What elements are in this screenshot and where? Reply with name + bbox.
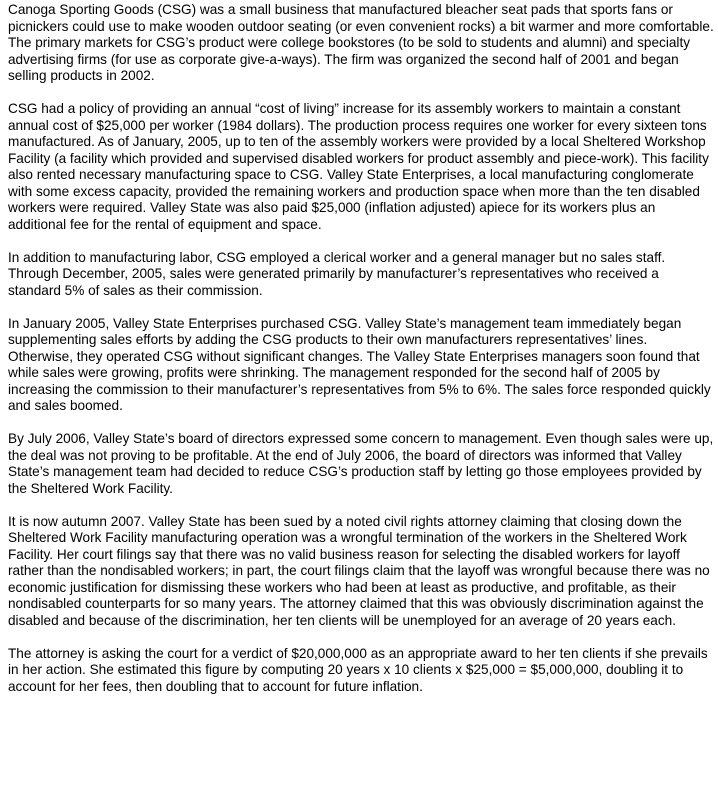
paragraph-board-decision: By July 2006, Valley State’s board of directors expressed some concern to management. Even though sales were up, the deal was not proving to be profitable. At the end of July 2006, the board of directors was informed that Valley State’s management team had decided to reduce CSG’s production staff by letting go those employees provided by the Sheltered Work Facility. bbox=[8, 431, 714, 496]
paragraph-company-background: Canoga Sporting Goods (CSG) was a small business that manufactured bleacher seat pads that sports fans or picnickers could use to make wooden outdoor seating (or even convenient rocks) a bit warmer and more comfortable. The primary markets for CSG’s product were college bookstores (to be sold to students and alumni) and specialty advertising firms (for use as corporate give-a-ways). The firm was organized the second half of 2001 and began selling products in 2002. bbox=[8, 2, 714, 83]
paragraph-staff-and-sales: In addition to manufacturing labor, CSG employed a clerical worker and a general manager but no sales staff. Through December, 2005, sales were generated primarily by manufacturer’s representatives who received a standard 5% of sales as their commission. bbox=[8, 249, 666, 298]
paragraph-lawsuit: It is now autumn 2007. Valley State has been sued by a noted civil rights attorney claiming that closing down the Sheltered Work Facility manufacturing operation was a wrongful termination of the workers in the Sheltered Work Facility. Her court filings say that there was no valid business reason for selecting the disabled workers for layoff rather than the nondisabled workers; in part, the court filings claim that the layoff was wrongful because there was no economic justification for dismissing these workers who had been at least as productive, and profitable, as their nondisabled counterparts for so many years. The attorney claimed that this was obviously discrimination against the disabled and because of the discrimination, her ten clients will be unemployed for an average of 20 years each. bbox=[8, 513, 710, 628]
paragraph-labor-policy: CSG had a policy of providing an annual “cost of living” increase for its assembly workers to maintain a constant annual cost of $25,000 per worker (1984 dollars). The production process requires one worker for every sixteen tons manufactured. As of January, 2005, up to ten of the assembly workers were provided by a local Sheltered Workshop Facility (a facility which provided and supervised disabled workers for product assembly and piece-work). This facility also rented necessary manufacturing space to CSG. Valley State Enterprises, a local manufacturing conglomerate with some excess capacity, provided the remaining workers and production space when more than the ten disabled workers were required. Valley State was also paid $25,000 (inflation adjusted) apiece for its workers plus an additional fee for the rental of equipment and space. bbox=[8, 101, 709, 232]
paragraph-damages-claim: The attorney is asking the court for a verdict of $20,000,000 as an appropriate award to her ten clients if she prevails in her action. She estimated this figure by computing 20 years x 10 clients x $25,000 = $5,000,000, doubling it to account for her fees, then doubling that to account for future inflation. bbox=[8, 645, 708, 694]
paragraph-acquisition: In January 2005, Valley State Enterprises purchased CSG. Valley State’s management team immediately began supplementing sales efforts by adding the CSG products to their own manufacturers representatives’ lines. Otherwise, they operated CSG without significant changes. The Valley State Enterprises managers soon found that while sales were growing, profits were shrinking. The management responded for the second half of 2005 by increasing the commission to their manufacturer’s representatives from 5% to 6%. The sales force responded quickly and sales boomed. bbox=[8, 315, 711, 413]
document-body bbox=[8, 2, 714, 712]
